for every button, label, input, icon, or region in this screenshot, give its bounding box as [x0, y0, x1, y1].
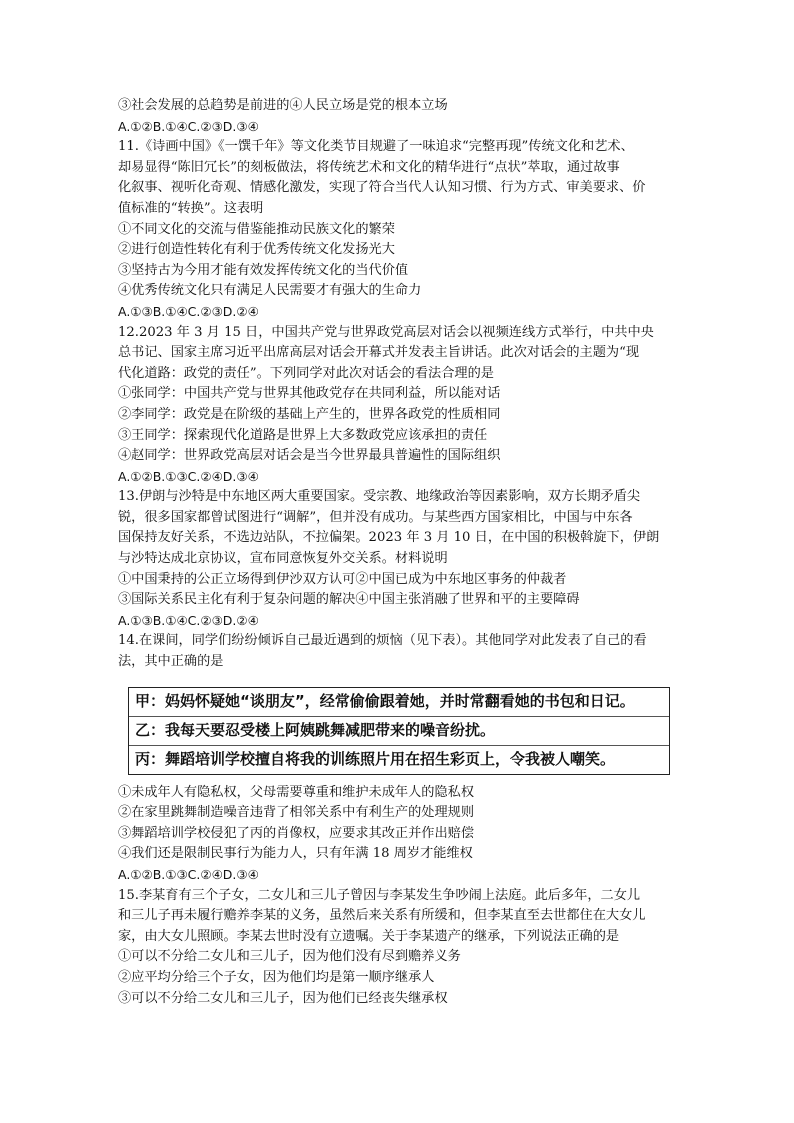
statement-line: ②在家里跳舞制造噪音违背了相邻关系中有利生产的处理规则 — [118, 805, 475, 821]
question-stem-line: 家，由大女儿照顾。李某去世时没有立遗嘱。关于李某遗产的继承，下列说法正确的是 — [118, 928, 620, 944]
statement-line: ③王同学：探索现代化道路是世界上大多数政党应该承担的责任 — [118, 427, 488, 443]
statement-line: ④优秀传统文化只有满足人民需要才有强大的生命力 — [118, 283, 422, 299]
question-stem-line: 12.2023 年 3 月 15 日，中国共产党与世界政党高层对话会以视频连线方式举行，中共中央 — [118, 324, 654, 340]
answer-options: A.①②B.①③C.②④D.③④ — [118, 468, 259, 484]
question-10-tail — [118, 96, 680, 137]
statement-line: ①未成年人有隐私权，父母需要尊重和维护未成年人的隐私权 — [118, 784, 475, 800]
exam-page — [118, 96, 680, 1009]
question-14 — [118, 631, 680, 885]
statement-line: ②进行创造性转化有利于优秀传统文化发扬光大 — [118, 242, 395, 258]
answer-options: A.①②B.①③C.②④D.③④ — [118, 867, 259, 882]
statement-line: ①张同学：中国共产党与世界其他政党存在共同利益，所以能对话 — [118, 386, 501, 402]
statement-line: ①不同文化的交流与借鉴能推动民族文化的繁荣 — [118, 221, 395, 237]
statement-line: ④我们还是限制民事行为能力人，只有年满 18 周岁才能维权 — [118, 846, 473, 862]
statement-line: ③坚持古为今用才能有效发挥传统文化的当代价值 — [118, 262, 409, 278]
question-stem-line: 总书记、国家主席习近平出席高层对话会开幕式并发表主旨讲话。此次对话会的主题为“现 — [118, 345, 640, 361]
table-row: 乙：我每天要忍受楼上阿姨跳舞减肥带来的噪音纷扰。 — [129, 716, 669, 745]
question-stem-line: 代化道路：政党的责任”。下列同学对此次对话会的看法合理的是 — [118, 365, 494, 381]
question-stem-line: 14.在课间，同学们纷纷倾诉自己最近遇到的烦恼（见下表）。其他同学对此发表了自己的看 — [118, 633, 647, 649]
answer-options: A.①③B.①④C.②③D.②④ — [118, 612, 259, 628]
answer-options: A.①②B.①④C.②③D.③④ — [118, 118, 259, 134]
question-stem-line: 11.《诗画中国》《一馔千年》等文化类节目规避了一味追求“完整再现”传统文化和艺术、 — [118, 139, 634, 155]
question-stem-line: 13.伊朗与沙特是中东地区两大重要国家。受宗教、地缘政治等因素影响，双方长期矛盾尖 — [118, 489, 641, 505]
answer-options: A.①③B.①④C.②③D.②④ — [118, 303, 259, 319]
question-11 — [118, 137, 680, 322]
question-stem-line: 国保持友好关系，不选边站队，不拉偏架。2023 年 3 月 10 日，在中国的积极斡旋下，伊朗 — [118, 530, 660, 546]
question-stem-line: 却易显得“陈旧冗长”的刻板做法，将传统艺术和文化的精华进行“点状”萃取，通过故事 — [118, 159, 620, 175]
question-15 — [118, 886, 680, 1010]
question-stem-line: 化叙事、视听化奇观、情感化激发，实现了符合当代人认知习惯、行为方式、审美要求、价 — [118, 180, 646, 196]
complaints-table — [128, 687, 670, 775]
question-13 — [118, 487, 680, 631]
statement-line: ③社会发展的总趋势是前进的④人民立场是党的根本立场 — [118, 98, 448, 113]
table-row: 丙：舞蹈培训学校擅自将我的训练照片用在招生彩页上，令我被人嘲笑。 — [129, 745, 669, 774]
question-stem-line: 与沙特达成北京协议，宣布同意恢复外交关系。材料说明 — [118, 551, 448, 567]
statement-line: ④赵同学：世界政党高层对话会是当今世界最具普遍性的国际组织 — [118, 448, 501, 464]
table-row: 甲：妈妈怀疑她“谈朋友”，经常偷偷跟着她，并时常翻看她的书包和日记。 — [135, 691, 635, 710]
question-stem-line: 15.李某育有三个子女，二女儿和三儿子曾因与李某发生争吵闹上法庭。此后多年，二女儿 — [118, 887, 641, 903]
statement-line: ②应平均分给三个子女，因为他们均是第一顺序继承人 — [118, 969, 435, 985]
statement-line: ③可以不分给二女儿和三儿子，因为他们已经丧失继承权 — [118, 990, 448, 1006]
statement-line: ③国际关系民主化有利于复杂问题的解决④中国主张消融了世界和平的主要障碍 — [118, 592, 580, 608]
statement-line: ③舞蹈培训学校侵犯了丙的肖像权，应要求其改正并作出赔偿 — [118, 825, 475, 841]
question-stem-line: 法，其中正确的是 — [118, 654, 224, 670]
statement-line: ①可以不分给二女儿和三儿子，因为他们没有尽到赡养义务 — [118, 949, 461, 965]
question-12 — [118, 323, 680, 488]
statement-line: ①中国秉持的公正立场得到伊沙双方认可②中国已成为中东地区事务的仲裁者 — [118, 571, 567, 587]
question-stem-line: 和三儿子再未履行赡养李某的义务，虽然后来关系有所缓和，但李某直至去世都住在大女儿 — [118, 908, 646, 924]
statement-line: ②李同学：政党是在阶级的基础上产生的，世界各政党的性质相同 — [118, 406, 501, 422]
question-stem-line: 锐，很多国家都曾试图进行“调解”，但并没有成功。与某些西方国家相比，中国与中东各 — [118, 509, 633, 525]
question-stem-line: 值标准的“转换”。这表明 — [118, 200, 264, 216]
